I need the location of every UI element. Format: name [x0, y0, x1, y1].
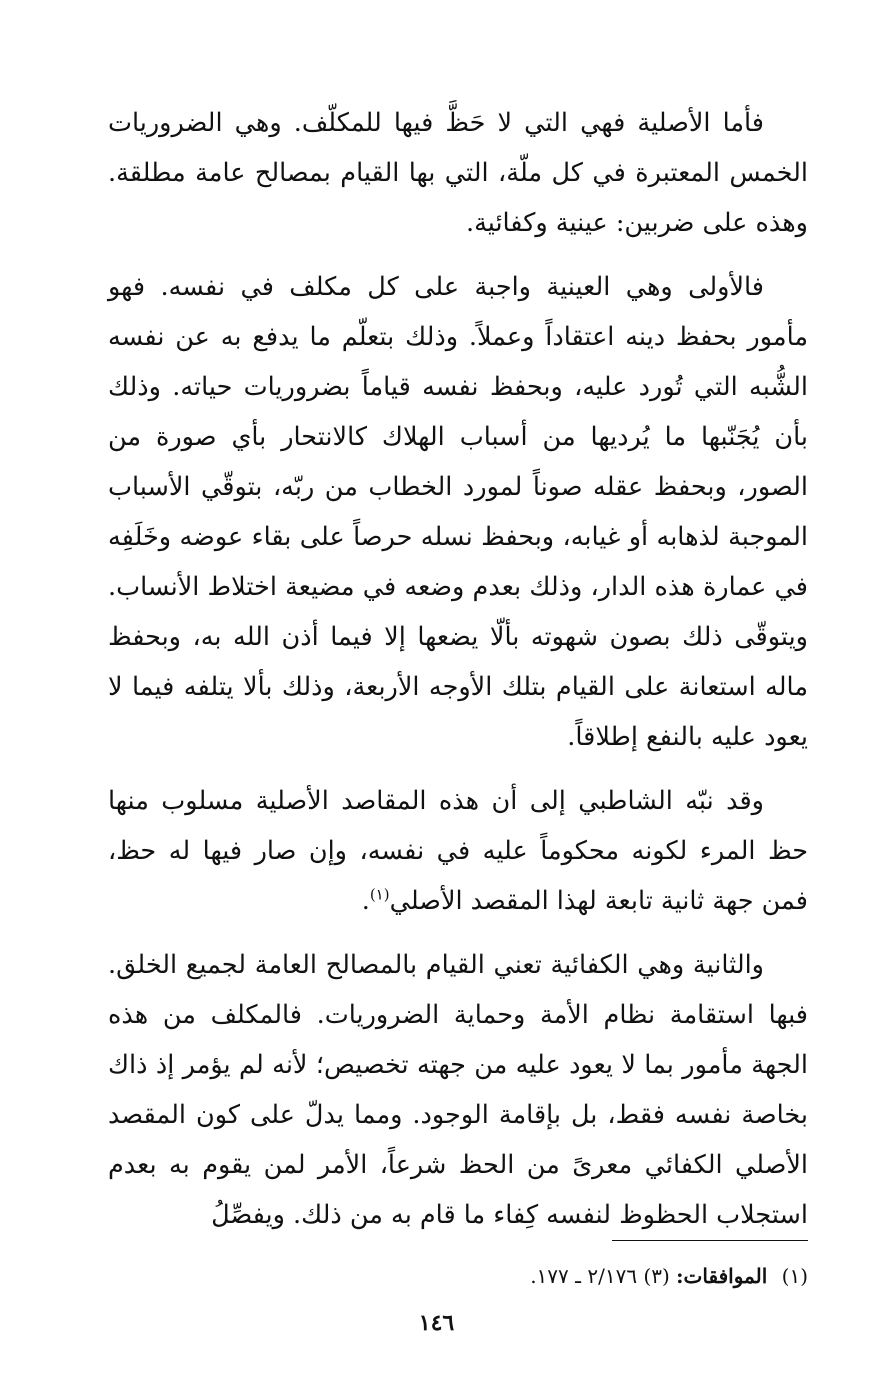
- footnote-citation: (٣) ٢/١٧٦ ـ ١٧٧.: [530, 1264, 670, 1288]
- paragraph-1-text: فأما الأصلية فهي التي لا حَظَّ فيها للمكلّف. وهي الضروريات الخمس المعتبرة في كل ملّة، التي بها القيام بمصالح عامة مطلقة. وهذه على ضربين: عينية وكفائية.: [108, 108, 808, 238]
- paragraph-2: [108, 262, 808, 762]
- paragraph-4: [108, 940, 808, 1240]
- body-text: [108, 98, 808, 1254]
- paragraph-3: [108, 776, 808, 926]
- paragraph-4-text: والثانية وهي الكفائية تعني القيام بالمصالح العامة لجميع الخلق. فبها استقامة نظام الأمة وحماية الضروريات. فالمكلف من هذه الجهة مأمور بما لا يعود عليه من جهته تخصيص؛ لأنه لم يؤمر إذ ذاك بخاصة نفسه فقط، بل بإقامة الوجود. ومما يدلّ على كون المقصد الأصلي الكفائي معرىً من الحظ شرعاً، الأمر لمن يقوم به بعدم استجلاب الحظوظ لنفسه كِفاء ما قام به من ذلك. ويفصِّلُ: [108, 950, 808, 1230]
- footnote-divider: [612, 1240, 808, 1241]
- footnote-reference[interactable]: (١): [369, 885, 390, 904]
- paragraph-1: [108, 98, 808, 248]
- paragraph-3-text: وقد نبّه الشاطبي إلى أن هذه المقاصد الأصلية مسلوب منها حظ المرء لكونه محكوماً عليه في نفسه، وإن صار فيها له حظ، فمن جهة ثانية تابعة لهذا المقصد الأصلي: [108, 786, 808, 916]
- footnote-number: (١): [781, 1264, 808, 1288]
- paragraph-2-text: فالأولى وهي العينية واجبة على كل مكلف في نفسه. فهو مأمور بحفظ دينه اعتقاداً وعملاً. وذلك بتعلّم ما يدفع به عن نفسه الشُّبه التي تُورد عليه، وبحفظ نفسه قياماً بضروريات حياته. وذلك بأن يُجَنّبها ما يُرديها من أسباب الهلاك كالانتحار بأي صورة من الصور، وبحفظ عقله صوناً لمورد الخطاب من ربّه، بتوقّي الأسباب الموجبة لذهابه أو غيابه، وبحفظ نسله حرصاً على بقاء عوضه وخَلَفِه في عمارة هذه الدار، وذلك بعدم وضعه في مضيعة اختلاط الأنساب. ويتوقّى ذلك بصون شهوته بألّا يضعها إلا فيما أذن الله به، وبحفظ ماله استعانة على القيام بتلك الأوجه الأربعة، وذلك بألا يتلفه فيما لا يعود عليه بالنفع إطلاقاً.: [108, 272, 808, 752]
- paragraph-3-end: .: [361, 886, 370, 916]
- footnote: [300, 1256, 808, 1296]
- page-number: ١٤٦: [418, 1310, 455, 1336]
- footnote-source: الموافقات:: [676, 1264, 768, 1288]
